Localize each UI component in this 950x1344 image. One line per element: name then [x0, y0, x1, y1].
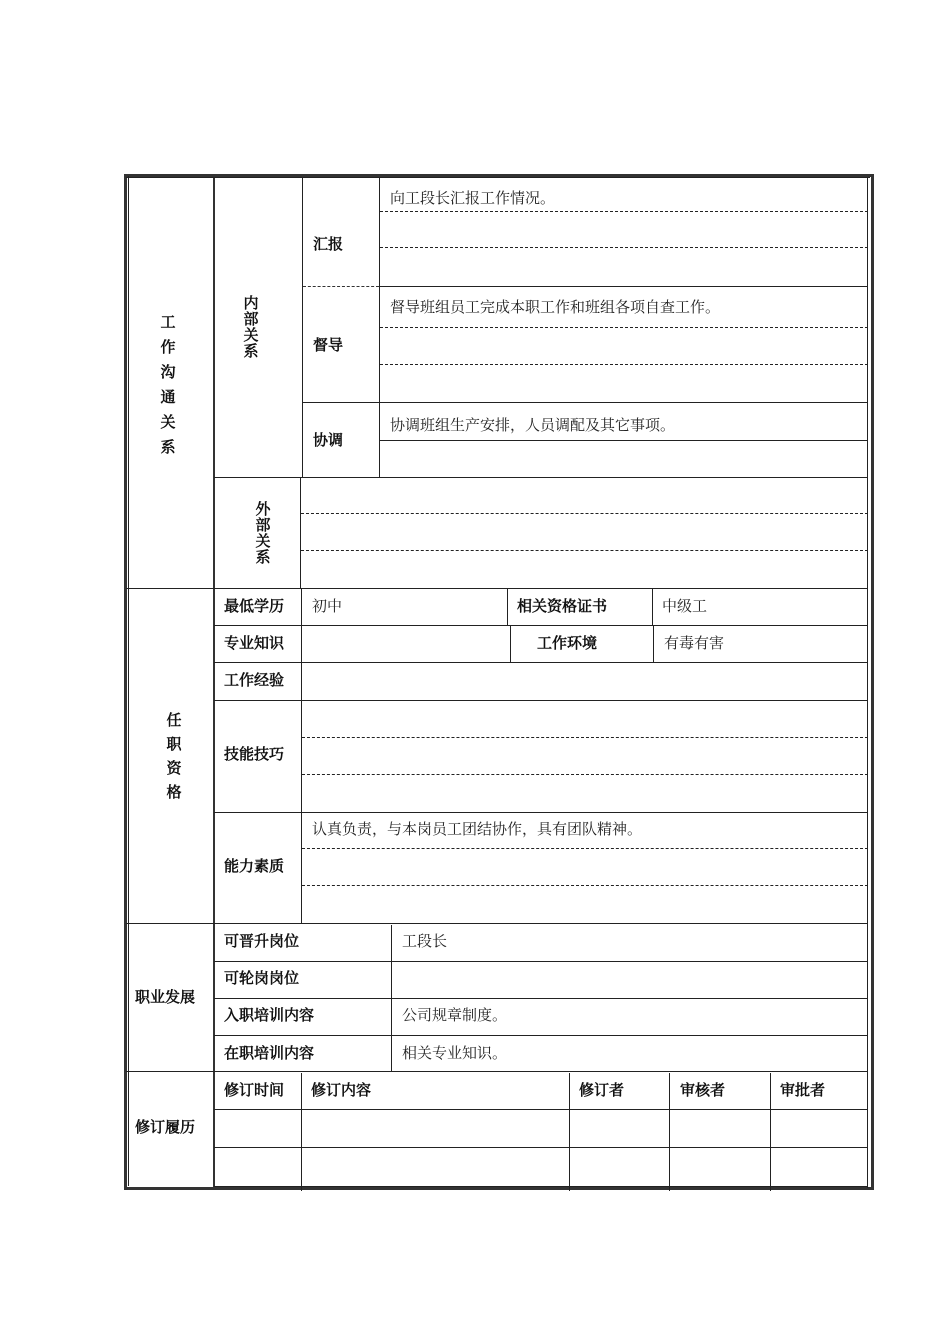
row-divider — [214, 961, 868, 962]
environment-label: 工作环境 — [537, 634, 598, 652]
section-divider — [213, 176, 215, 1188]
col-divider — [379, 178, 380, 478]
revision-header-approver: 审批者 — [780, 1081, 826, 1099]
col-divider — [510, 626, 511, 663]
report-label: 汇报 — [313, 235, 344, 253]
row-divider — [214, 1186, 868, 1187]
coordinate-label: 协调 — [313, 431, 344, 449]
row-divider — [126, 177, 870, 178]
row-divider — [214, 1109, 868, 1110]
inner-border-right — [867, 178, 868, 1188]
external-relations-label: 外部关系 — [255, 500, 271, 566]
col-divider — [302, 178, 303, 478]
supervise-text: 督导班组员工完成本职工作和班组各项自查工作。 — [390, 298, 721, 316]
communication-section-label: 工作沟通关系 — [160, 313, 176, 456]
dashed-line — [380, 327, 868, 328]
supervise-label: 督导 — [313, 336, 344, 354]
certificate-label: 相关资格证书 — [517, 597, 608, 615]
row-divider — [379, 286, 868, 287]
col-divider — [669, 1073, 670, 1191]
onboarding-value: 公司规章制度。 — [402, 1006, 508, 1024]
inner-border-left — [128, 176, 129, 1186]
onboarding-label: 入职培训内容 — [224, 1006, 315, 1024]
min-education-value: 初中 — [312, 597, 343, 615]
qualifications-section-label: 任职资格 — [166, 711, 182, 801]
dashed-line — [302, 737, 868, 738]
internal-relations-label: 内部关系 — [243, 294, 259, 360]
col-divider — [301, 589, 302, 924]
min-education-label: 最低学历 — [224, 597, 285, 615]
revision-header-content: 修订内容 — [311, 1081, 372, 1099]
dashed-line — [380, 211, 868, 212]
col-divider — [507, 589, 508, 626]
dashed-line — [302, 774, 868, 775]
knowledge-label: 专业知识 — [224, 634, 285, 652]
coordinate-text: 协调班组生产安排，人员调配及其它事项。 — [390, 416, 676, 434]
revision-section-label: 修订履历 — [135, 1118, 196, 1136]
promotion-label: 可晋升岗位 — [224, 932, 300, 950]
revision-header-reviewer: 审核者 — [680, 1081, 726, 1099]
row-divider — [214, 700, 868, 701]
section-divider — [126, 923, 868, 924]
row-divider — [380, 440, 868, 441]
revision-header-reviser: 修订者 — [579, 1081, 625, 1099]
dashed-line — [303, 286, 379, 287]
career-section-label: 职业发展 — [135, 988, 196, 1006]
row-divider — [214, 1147, 868, 1148]
row-divider — [214, 625, 868, 626]
promotion-value: 工段长 — [402, 932, 448, 950]
row-divider — [214, 812, 868, 813]
rotation-label: 可轮岗岗位 — [224, 969, 300, 987]
col-divider — [301, 1073, 302, 1191]
ability-text: 认真负责，与本岗员工团结协作，具有团队精神。 — [312, 820, 643, 838]
row-divider — [214, 477, 868, 478]
dashed-line — [380, 247, 868, 248]
experience-label: 工作经验 — [224, 671, 285, 689]
ability-label: 能力素质 — [224, 857, 285, 875]
report-text: 向工段长汇报工作情况。 — [390, 189, 556, 207]
col-divider — [569, 1073, 570, 1191]
onjob-value: 相关专业知识。 — [402, 1044, 508, 1062]
row-divider — [214, 662, 868, 663]
col-divider — [770, 1073, 771, 1191]
section-divider — [126, 1071, 868, 1072]
col-divider — [652, 589, 653, 626]
row-divider — [302, 402, 868, 403]
row-divider — [214, 1035, 868, 1036]
skills-label: 技能技巧 — [224, 745, 285, 763]
col-divider — [300, 478, 301, 588]
col-divider — [653, 626, 654, 663]
revision-header-time: 修订时间 — [224, 1081, 285, 1099]
dashed-line — [301, 513, 868, 514]
dashed-line — [301, 550, 868, 551]
dashed-line — [380, 364, 868, 365]
row-divider — [214, 998, 868, 999]
onjob-label: 在职培训内容 — [224, 1044, 315, 1062]
dashed-line — [302, 848, 868, 849]
section-divider — [126, 588, 868, 589]
certificate-value: 中级工 — [662, 597, 708, 615]
dashed-line — [302, 885, 868, 886]
environment-value: 有毒有害 — [664, 634, 725, 652]
